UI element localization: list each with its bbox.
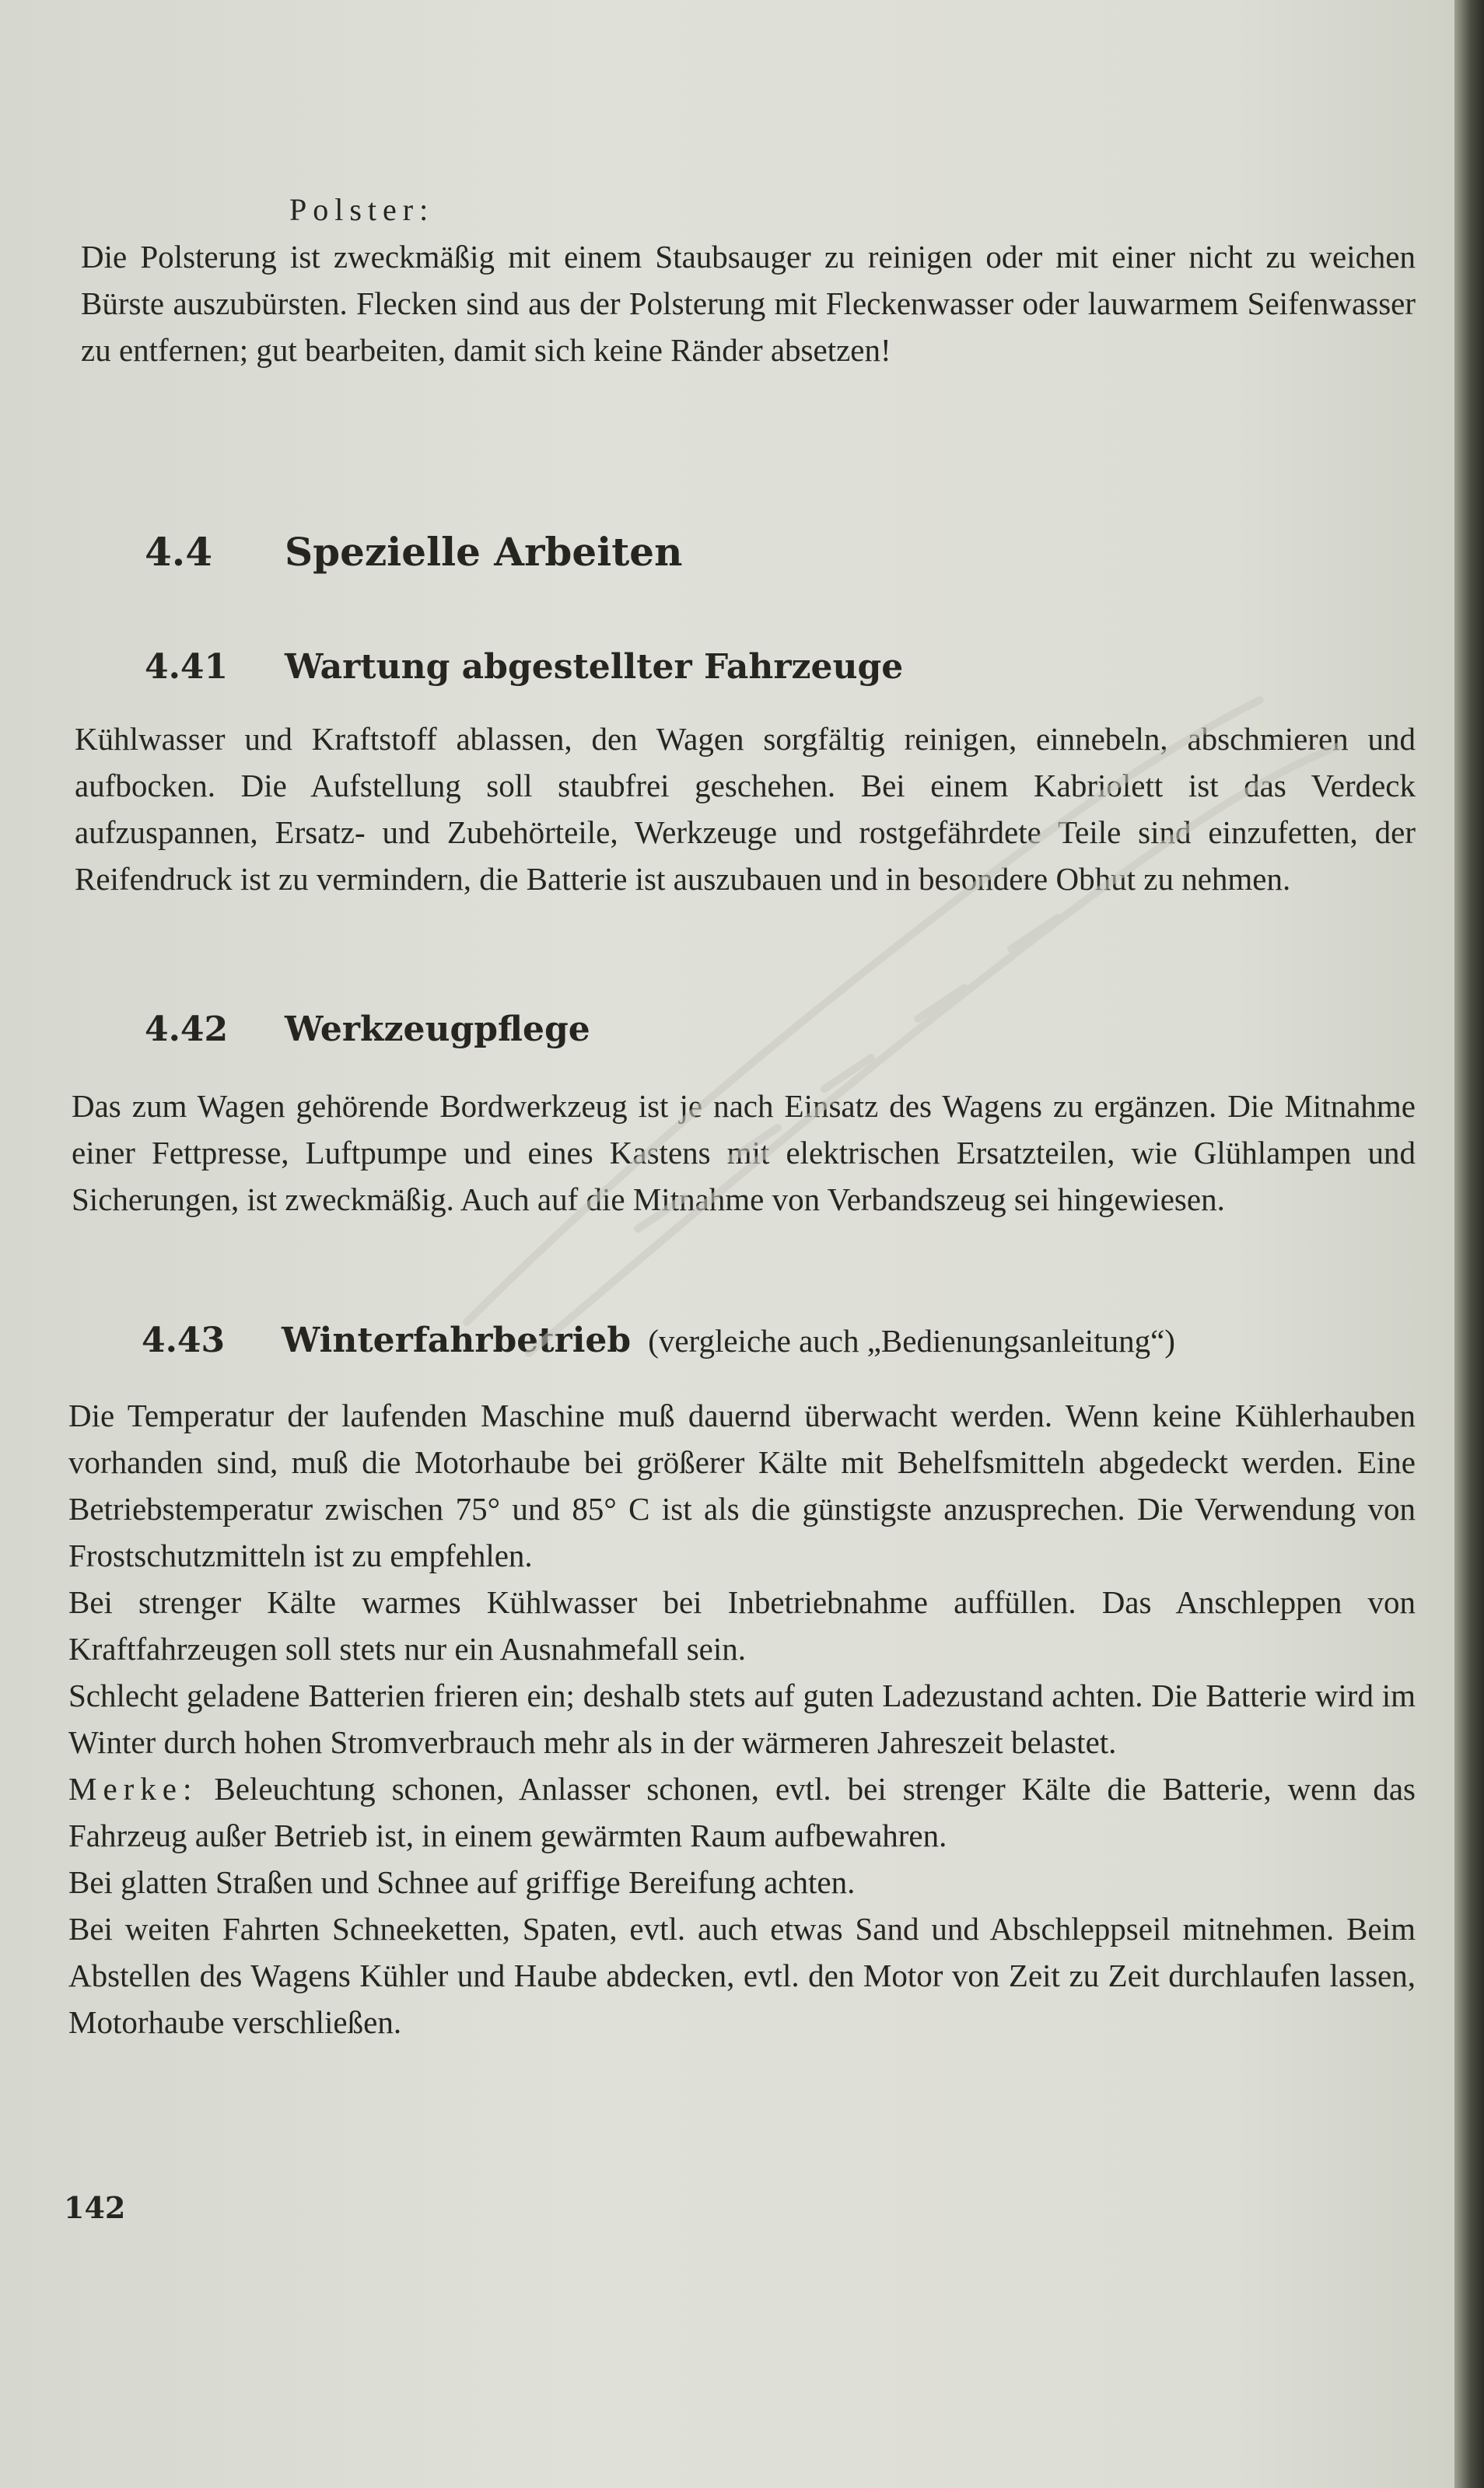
wartung-body: Kühlwasser und Kraftstoff ablassen, den Wagen sorgfältig reinigen, einnebeln, abschmieren und aufbocken. Die Aufstellung soll staubfrei geschehen. Bei einem Kabriolett ist das Verdeck aufzuspannen, Ersatz- und Zubehörteile, Werkzeuge und rostgefährdete Teile sind einzufetten, der Reifendruck ist zu vermindern, die Batterie ist auszubauen und in besondere Obhut zu nehmen. xyxy=(75,721,1416,897)
polster-body: Die Polsterung ist zweckmäßig mit einem Staubsauger zu reinigen oder mit einer nicht zu weichen Bürste auszubürsten. Flecken sind aus der Polsterung mit Fleckenwasser oder lauwarmem Seifenwasser zu entfernen; gut bearbeiten, damit sich keine Ränder absetzen! xyxy=(81,239,1416,368)
subsection-number: 4.43 xyxy=(142,1321,226,1360)
book-spine xyxy=(1454,0,1484,2488)
winter-p1: Die Temperatur der laufenden Maschine muß dauernd überwacht werden. Wenn keine Kühlerhauben vorhanden sind, muß die Motorhaube bei größerer Kälte mit Behelfsmitteln abgedeckt werden. Eine Betriebstemperatur zwischen 75° und 85° C ist als die günstigste anzusprechen. Die Verwendung von Frostschutzmitteln ist zu empfehlen. xyxy=(68,1398,1416,1573)
winter-p4: Bei glatten Straßen und Schnee auf griffige Bereifung achten. xyxy=(68,1864,856,1900)
wartung-block xyxy=(75,716,1416,902)
winter-p3: Schlecht geladene Batterien frieren ein; deshalb stets auf guten Ladezustand achten. Die Batterie wird im Winter durch hohen Stromverbrauch mehr als in der wärmeren Jahreszeit belastet. xyxy=(68,1678,1416,1760)
page-number: 142 xyxy=(64,2190,126,2225)
subsection-heading-4-42 xyxy=(145,1008,590,1052)
subsection-number: 4.41 xyxy=(145,647,229,687)
merke-text: Beleuchtung schonen, Anlasser schonen, evtl. bei strenger Kälte die Batterie, wenn das Fahrzeug außer Betrieb ist, in einem gewärmten Raum aufbewahren. xyxy=(68,1771,1416,1853)
subsection-heading-4-43 xyxy=(142,1319,1175,1363)
subsection-note: (vergleiche auch „Bedienungsanleitung“) xyxy=(648,1323,1175,1359)
subsection-number: 4.42 xyxy=(145,1010,229,1049)
section-heading xyxy=(145,529,682,576)
section-number: 4.4 xyxy=(145,529,212,575)
subsection-heading-4-41 xyxy=(145,646,903,689)
winter-p5: Bei weiten Fahrten Schneeketten, Spaten, evtl. auch etwas Sand und Abschleppseil mitnehmen. Beim Abstellen des Wagens Kühler und Haube abdecken, evtl. den Motor von Zeit zu Zeit durchlaufen lassen, Motorhaube verschließen. xyxy=(68,1911,1416,2040)
subsection-title: Winterfahrbetrieb xyxy=(282,1321,632,1360)
winter-p2: Bei strenger Kälte warmes Kühlwasser bei Inbetriebnahme auffüllen. Das Anschleppen von Kraftfahrzeugen soll stets nur ein Ausnahmefall sein. xyxy=(68,1584,1416,1667)
section-title: Spezielle Arbeiten xyxy=(285,529,683,575)
subsection-title: Wartung abgestellter Fahrzeuge xyxy=(285,647,904,687)
winter-merke xyxy=(68,1765,1416,1859)
winter-block xyxy=(68,1392,1416,2045)
subsection-title: Werkzeugpflege xyxy=(285,1010,590,1049)
merke-label: Merke: xyxy=(68,1771,198,1807)
polster-block xyxy=(81,187,1416,373)
werkzeug-block xyxy=(72,1083,1416,1223)
werkzeug-body: Das zum Wagen gehörende Bordwerkzeug ist je nach Einsatz des Wagens zu ergänzen. Die Mitnahme einer Fettpresse, Luftpumpe und eines Kastens mit elektrischen Ersatzteilen, wie Glühlampen und Sicherungen, ist zweckmäßig. Auch auf die Mitnahme von Verbandszeug sei hingewiesen. xyxy=(72,1088,1416,1217)
polster-heading: Polster: xyxy=(289,192,435,227)
